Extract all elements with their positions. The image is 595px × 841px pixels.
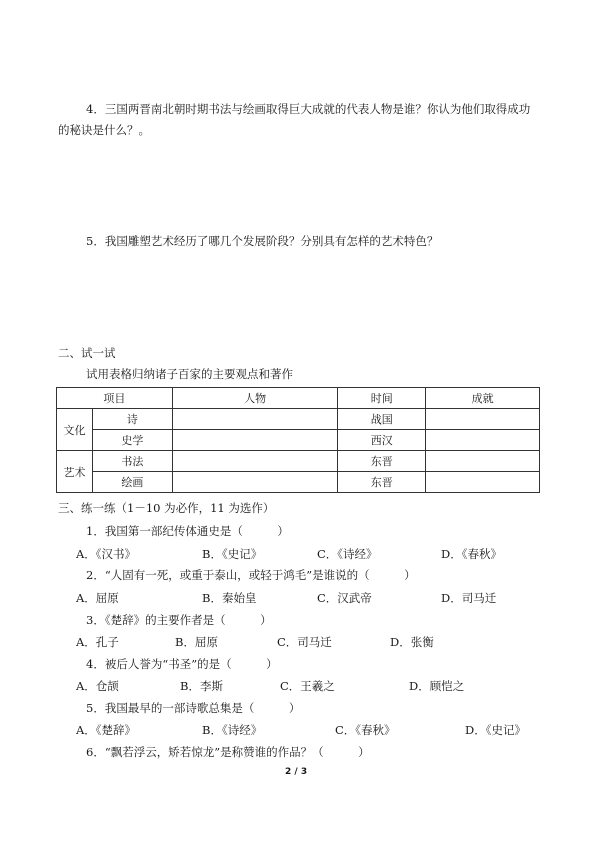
mc-option[interactable]: D．《史记》 xyxy=(465,723,526,737)
row-person[interactable] xyxy=(172,472,338,493)
header-item: 项目 xyxy=(57,388,173,409)
table-row xyxy=(57,472,540,493)
group-culture: 文化 xyxy=(57,409,93,451)
row-person[interactable] xyxy=(172,409,338,430)
mc-question-stem: 6．“飘若浮云，矫若惊龙”是称赞谁的作品？（ ） xyxy=(86,745,370,759)
mc-option[interactable]: B．秦始皇 xyxy=(202,591,257,605)
row-achievement[interactable] xyxy=(426,472,540,493)
row-time: 西汉 xyxy=(338,430,426,451)
header-achievement: 成就 xyxy=(426,388,540,409)
mc-option[interactable]: B．屈原 xyxy=(175,635,218,649)
mc-option[interactable]: D．《春秋》 xyxy=(441,547,502,561)
mc-options xyxy=(76,590,496,606)
mc-question-stem: 4．被后人誉为“书圣”的是（ ） xyxy=(86,657,278,671)
row-item: 绘画 xyxy=(92,472,172,493)
mc-option[interactable]: C．王羲之 xyxy=(280,679,335,693)
mc-options xyxy=(76,546,502,562)
row-person[interactable] xyxy=(172,430,338,451)
page-number: 2 / 3 xyxy=(285,767,308,777)
mc-option[interactable]: A．《楚辞》 xyxy=(76,723,137,737)
mc-question-stem: 3．《楚辞》的主要作者是（ ） xyxy=(86,613,272,627)
table-row xyxy=(57,451,540,472)
mc-question-stem: 1．我国第一部纪传体通史是（ ） xyxy=(86,524,289,538)
mc-option[interactable]: A．仓颉 xyxy=(76,679,119,693)
header-person: 人物 xyxy=(172,388,338,409)
header-time: 时间 xyxy=(338,388,426,409)
mc-option[interactable]: A．屈原 xyxy=(76,591,119,605)
mc-question-stem: 5．我国最早的一部诗歌总集是（ ） xyxy=(86,701,301,715)
mc-options xyxy=(76,634,434,650)
row-time: 战国 xyxy=(338,409,426,430)
question-4: 4．三国两晋南北朝时期书法与绘画取得巨大成就的代表人物是谁？你认为他们取得成功 xyxy=(86,102,531,116)
summary-table xyxy=(56,387,540,493)
row-achievement[interactable] xyxy=(426,451,540,472)
group-art: 艺术 xyxy=(57,451,93,493)
row-item: 史学 xyxy=(92,430,172,451)
row-time: 东晋 xyxy=(338,451,426,472)
row-time: 东晋 xyxy=(338,472,426,493)
mc-option[interactable]: B．《诗经》 xyxy=(202,723,263,737)
mc-option[interactable]: C．司马迁 xyxy=(277,635,332,649)
section-2-heading: 二、试一试 xyxy=(58,346,116,360)
mc-option[interactable]: B．李斯 xyxy=(180,679,223,693)
question-5: 5．我国雕塑艺术经历了哪几个发展阶段？分别具有怎样的艺术特色？ xyxy=(86,234,439,248)
mc-option[interactable]: A．孔子 xyxy=(76,635,119,649)
mc-option[interactable]: D．顾恺之 xyxy=(409,679,465,693)
mc-question-stem: 2．“人固有一死，或重于泰山，或轻于鸿毛”是谁说的（ ） xyxy=(86,568,416,582)
mc-options xyxy=(76,678,464,694)
row-person[interactable] xyxy=(172,451,338,472)
section-2-instruction: 试用表格归纳诸子百家的主要观点和著作 xyxy=(86,367,293,381)
row-item: 书法 xyxy=(92,451,172,472)
mc-options xyxy=(76,722,526,738)
table-row xyxy=(57,409,540,430)
mc-option[interactable]: C．《诗经》 xyxy=(317,547,378,561)
table-header-row xyxy=(57,388,540,409)
mc-option[interactable]: B．《史记》 xyxy=(202,547,263,561)
row-item: 诗 xyxy=(92,409,172,430)
row-achievement[interactable] xyxy=(426,430,540,451)
table-row xyxy=(57,430,540,451)
mc-option[interactable]: C．汉武帝 xyxy=(317,591,372,605)
mc-option[interactable]: D．张衡 xyxy=(390,635,434,649)
row-achievement[interactable] xyxy=(426,409,540,430)
section-3-heading: 三、练一练（1－10 为必作，11 为选作） xyxy=(58,501,275,515)
mc-option[interactable]: A．《汉书》 xyxy=(76,547,137,561)
mc-option[interactable]: D．司马迁 xyxy=(441,591,497,605)
mc-option[interactable]: C．《春秋》 xyxy=(335,723,396,737)
question-4-continuation: 的秘诀是什么？。 xyxy=(58,123,150,137)
